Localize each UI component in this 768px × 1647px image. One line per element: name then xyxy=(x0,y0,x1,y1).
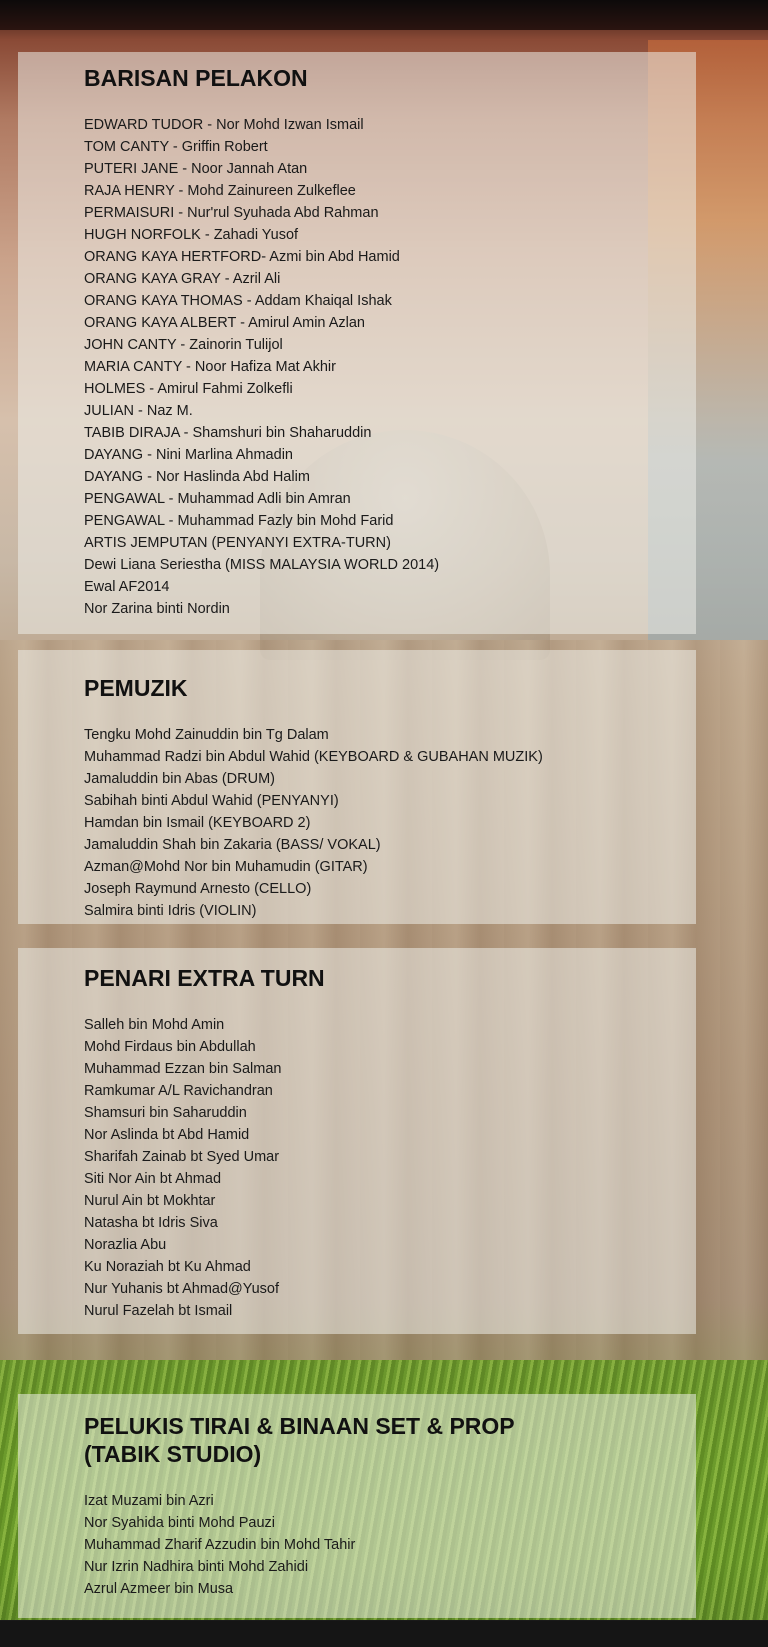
list-item: Nor Syahida binti Mohd Pauzi xyxy=(84,1515,276,1531)
dancers-list xyxy=(84,1014,696,1322)
list-item: PENGAWAL - Muhammad Fazly bin Mohd Farid xyxy=(84,513,394,529)
list-item: Norazlia Abu xyxy=(84,1237,167,1253)
set-design-list xyxy=(84,1490,696,1600)
list-item: JOHN CANTY - Zainorin Tulijol xyxy=(84,337,283,353)
list-item: Salleh bin Mohd Amin xyxy=(84,1017,225,1033)
list-item: HOLMES - Amirul Fahmi Zolkefli xyxy=(84,381,293,397)
musicians-heading: PEMUZIK xyxy=(84,675,188,701)
list-item: PENGAWAL - Muhammad Adli bin Amran xyxy=(84,491,351,507)
cast-list xyxy=(84,114,696,620)
set-design-heading-line1: PELUKIS TIRAI & BINAAN SET & PROP xyxy=(84,1413,515,1439)
list-item: Azrul Azmeer bin Musa xyxy=(84,1581,234,1597)
list-item: Jamaluddin bin Abas (DRUM) xyxy=(84,771,275,787)
list-item: ORANG KAYA THOMAS - Addam Khaiqal Ishak xyxy=(84,293,392,309)
list-item: Nor Aslinda bt Abd Hamid xyxy=(84,1127,250,1143)
list-item: PUTERI JANE - Noor Jannah Atan xyxy=(84,161,308,177)
list-item: Muhammad Ezzan bin Salman xyxy=(84,1061,282,1077)
list-item: Azman@Mohd Nor bin Muhamudin (GITAR) xyxy=(84,859,368,875)
list-item: Tengku Mohd Zainuddin bin Tg Dalam xyxy=(84,727,329,743)
list-item: Sabihah binti Abdul Wahid (PENYANYI) xyxy=(84,793,339,809)
list-item: ORANG KAYA GRAY - Azril Ali xyxy=(84,271,281,287)
list-item: Salmira binti Idris (VIOLIN) xyxy=(84,903,257,919)
list-item: Nor Zarina binti Nordin xyxy=(84,601,230,617)
set-design-panel xyxy=(18,1394,696,1618)
list-item: Nur Yuhanis bt Ahmad@Yusof xyxy=(84,1281,280,1297)
list-item: DAYANG - Nor Haslinda Abd Halim xyxy=(84,469,310,485)
list-item: Ku Noraziah bt Ku Ahmad xyxy=(84,1259,251,1275)
list-item: Nurul Fazelah bt Ismail xyxy=(84,1303,233,1319)
list-item: Nur Izrin Nadhira binti Mohd Zahidi xyxy=(84,1559,309,1575)
list-item: Izat Muzami bin Azri xyxy=(84,1493,214,1509)
bottom-dark-edge xyxy=(0,1621,768,1647)
musicians-panel xyxy=(18,650,696,924)
list-item: EDWARD TUDOR - Nor Mohd Izwan Ismail xyxy=(84,117,364,133)
list-item: DAYANG - Nini Marlina Ahmadin xyxy=(84,447,293,463)
list-item: Jamaluddin Shah bin Zakaria (BASS/ VOKAL) xyxy=(84,837,381,853)
list-item: RAJA HENRY - Mohd Zainureen Zulkeflee xyxy=(84,183,356,199)
list-item: Joseph Raymund Arnesto (CELLO) xyxy=(84,881,312,897)
top-dark-edge xyxy=(0,0,768,30)
dancers-panel xyxy=(18,948,696,1334)
list-item: Nurul Ain bt Mokhtar xyxy=(84,1193,216,1209)
list-item: Dewi Liana Seriestha (MISS MALAYSIA WORLD 2014) xyxy=(84,557,440,573)
list-item: Ramkumar A/L Ravichandran xyxy=(84,1083,273,1099)
list-item: HUGH NORFOLK - Zahadi Yusof xyxy=(84,227,299,243)
list-item: Mohd Firdaus bin Abdullah xyxy=(84,1039,256,1055)
musicians-list xyxy=(84,724,696,922)
list-item: Muhammad Radzi bin Abdul Wahid (KEYBOARD & GUBAHAN MUZIK) xyxy=(84,749,543,765)
list-item: ARTIS JEMPUTAN (PENYANYI EXTRA-TURN) xyxy=(84,535,391,551)
dancers-heading: PENARI EXTRA TURN xyxy=(84,965,325,991)
list-item: JULIAN - Naz M. xyxy=(84,403,193,419)
list-item: ORANG KAYA HERTFORD- Azmi bin Abd Hamid xyxy=(84,249,400,265)
list-item: Hamdan bin Ismail (KEYBOARD 2) xyxy=(84,815,311,831)
list-item: Ewal AF2014 xyxy=(84,579,170,595)
set-design-heading-line2: (TABIK STUDIO) xyxy=(84,1441,262,1467)
list-item: MARIA CANTY - Noor Hafiza Mat Akhir xyxy=(84,359,336,375)
list-item: TOM CANTY - Griffin Robert xyxy=(84,139,268,155)
list-item: Siti Nor Ain bt Ahmad xyxy=(84,1171,222,1187)
list-item: Natasha bt Idris Siva xyxy=(84,1215,218,1231)
list-item: PERMAISURI - Nur'rul Syuhada Abd Rahman xyxy=(84,205,379,221)
list-item: Shamsuri bin Saharuddin xyxy=(84,1105,247,1121)
list-item: TABIB DIRAJA - Shamshuri bin Shaharuddin xyxy=(84,425,372,441)
list-item: ORANG KAYA ALBERT - Amirul Amin Azlan xyxy=(84,315,365,331)
list-item: Sharifah Zainab bt Syed Umar xyxy=(84,1149,280,1165)
list-item: Muhammad Zharif Azzudin bin Mohd Tahir xyxy=(84,1537,356,1553)
cast-heading: BARISAN PELAKON xyxy=(84,65,308,91)
cast-panel xyxy=(18,52,696,634)
